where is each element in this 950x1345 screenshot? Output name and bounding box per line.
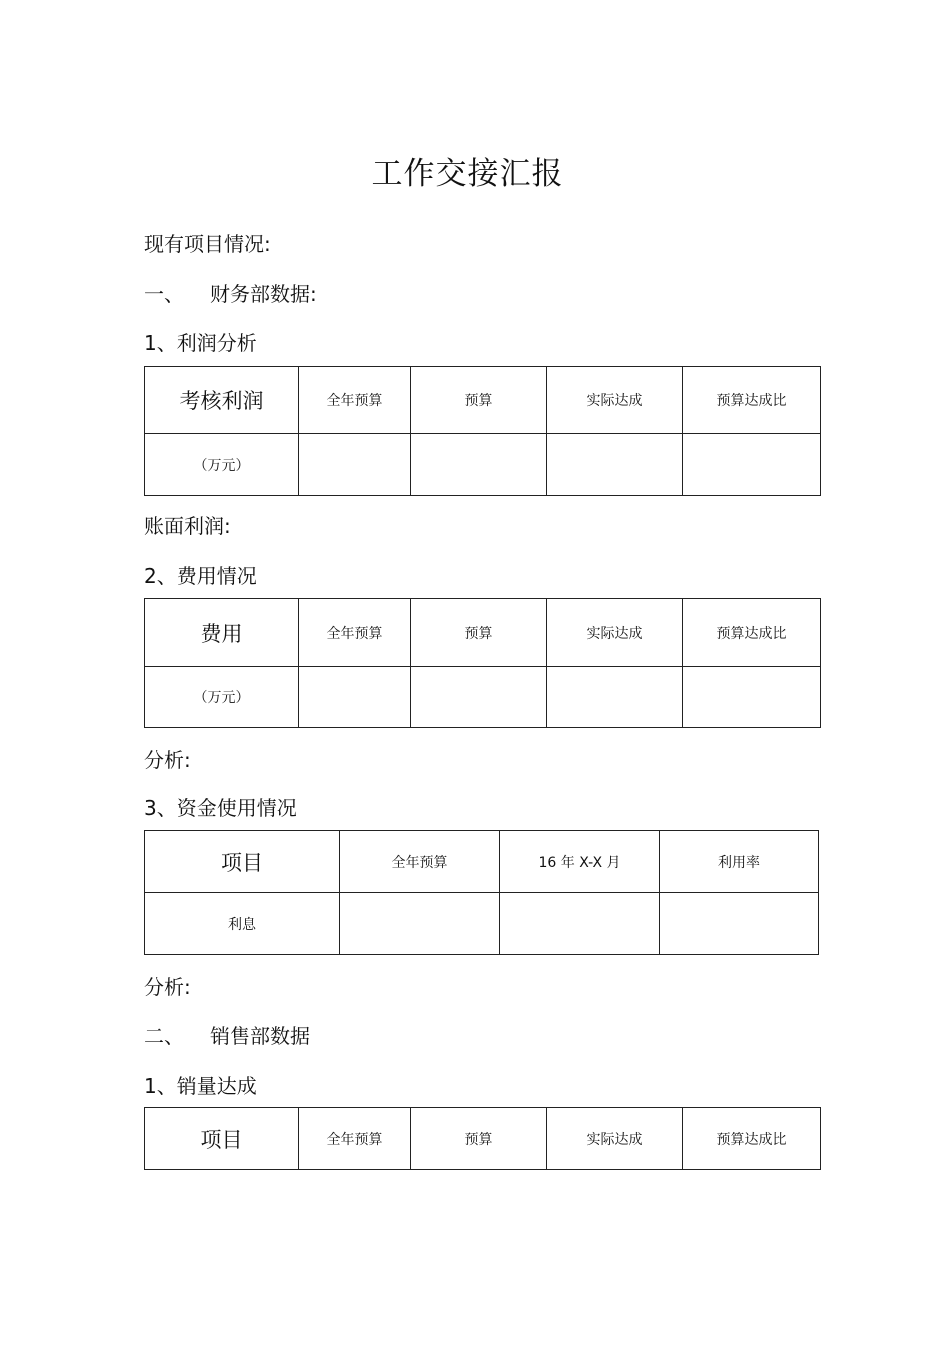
sales-label-cell: 项目 <box>145 1108 299 1170</box>
profit-col-annual-budget: 全年预算 <box>299 367 411 434</box>
expense-label-cell: 费用 <box>145 599 299 667</box>
profit-unit-cell: （万元） <box>145 434 299 496</box>
funds-col-utilization: 利用率 <box>660 831 819 893</box>
funds-col-period: 16 年 X-X 月 <box>500 831 660 893</box>
sales-col-ratio: 预算达成比 <box>683 1108 821 1170</box>
profit-value-ratio[interactable] <box>683 434 821 496</box>
profit-col-actual: 实际达成 <box>547 367 683 434</box>
sales-col-annual-budget: 全年预算 <box>299 1108 411 1170</box>
profit-value-actual[interactable] <box>547 434 683 496</box>
expense-col-annual-budget: 全年预算 <box>299 599 411 667</box>
expense-value-actual[interactable] <box>547 667 683 728</box>
funds-value-period[interactable] <box>500 893 660 955</box>
funds-table <box>144 830 819 955</box>
expense-value-ratio[interactable] <box>683 667 821 728</box>
funds-row-interest: 利息 <box>145 893 340 955</box>
profit-note: 账面利润: <box>144 514 231 538</box>
intro-text: 现有项目情况: <box>144 232 271 256</box>
profit-label-cell: 考核利润 <box>145 367 299 434</box>
sales-table <box>144 1107 821 1170</box>
expense-unit-cell: （万元） <box>145 667 299 728</box>
expense-note: 分析: <box>144 748 191 772</box>
funds-label-cell: 项目 <box>145 831 340 893</box>
profit-col-ratio: 预算达成比 <box>683 367 821 434</box>
section-1-number: 一、 <box>144 282 184 306</box>
sales-heading: 1、销量达成 <box>144 1074 257 1098</box>
sales-col-actual: 实际达成 <box>547 1108 683 1170</box>
funds-value-utilization[interactable] <box>660 893 819 955</box>
funds-col-annual-budget: 全年预算 <box>340 831 500 893</box>
profit-table <box>144 366 821 496</box>
expense-heading: 2、费用情况 <box>144 564 257 588</box>
profit-value-budget[interactable] <box>411 434 547 496</box>
funds-value-annual-budget[interactable] <box>340 893 500 955</box>
profit-heading: 1、利润分析 <box>144 331 257 355</box>
expense-table <box>144 598 821 728</box>
expense-value-annual-budget[interactable] <box>299 667 411 728</box>
document-title: 工作交接汇报 <box>371 156 564 192</box>
section-1-heading <box>144 278 317 307</box>
funds-note: 分析: <box>144 975 191 999</box>
section-1-label: 财务部数据: <box>210 282 317 306</box>
expense-col-ratio: 预算达成比 <box>683 599 821 667</box>
sales-col-budget: 预算 <box>411 1108 547 1170</box>
expense-col-actual: 实际达成 <box>547 599 683 667</box>
funds-heading: 3、资金使用情况 <box>144 796 297 820</box>
profit-col-budget: 预算 <box>411 367 547 434</box>
expense-value-budget[interactable] <box>411 667 547 728</box>
section-2-heading <box>144 1020 310 1049</box>
section-2-number: 二、 <box>144 1024 184 1048</box>
section-2-label: 销售部数据 <box>210 1024 310 1048</box>
profit-value-annual-budget[interactable] <box>299 434 411 496</box>
expense-col-budget: 预算 <box>411 599 547 667</box>
